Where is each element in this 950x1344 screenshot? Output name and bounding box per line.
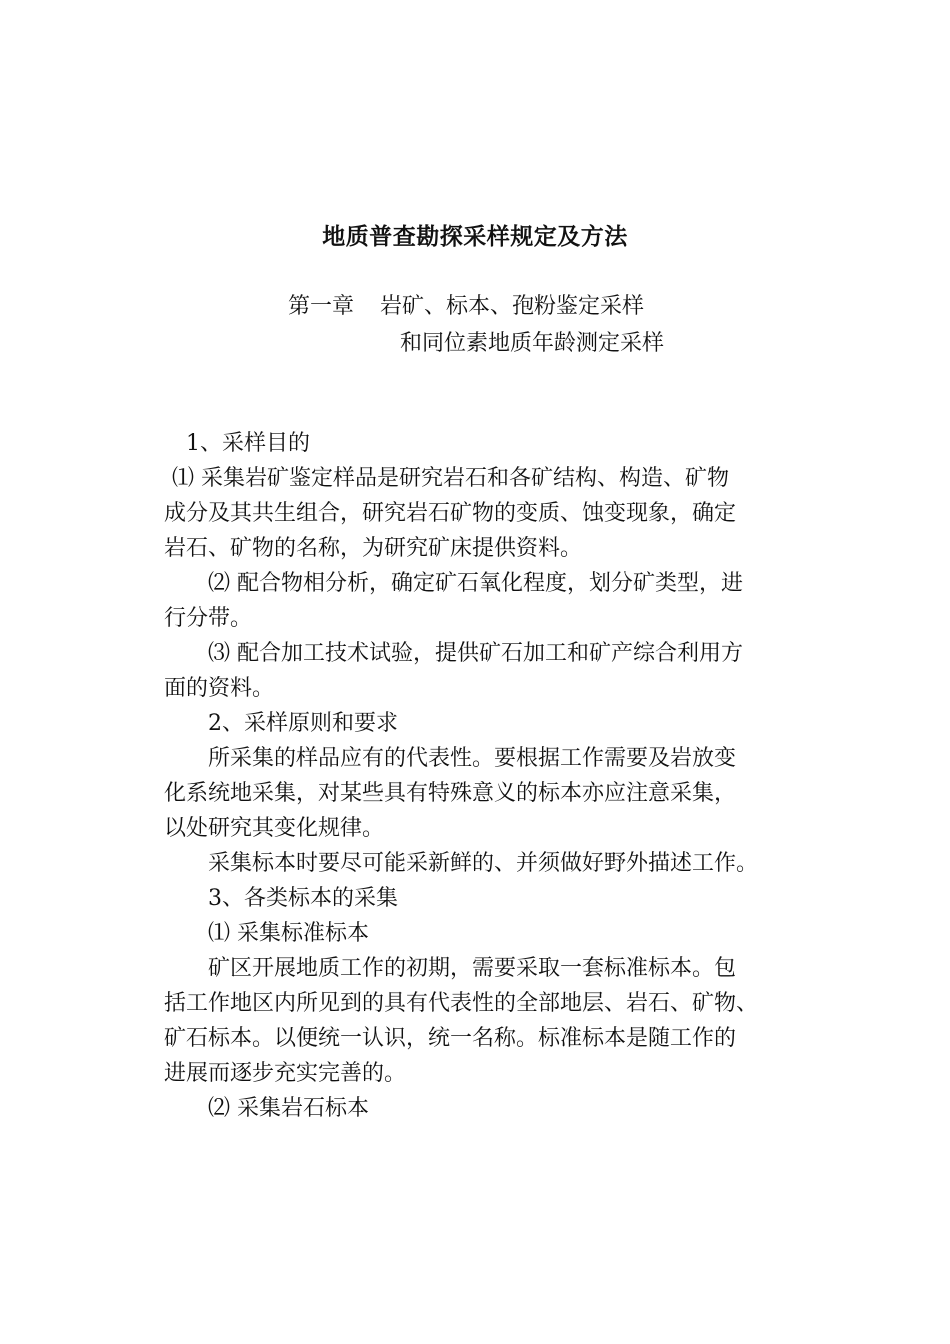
text-line-p3-l2: 面的资料。 [164,676,275,701]
chapter-title-line1: 岩矿、标本、孢粉鉴定采样 [380,294,645,319]
text-line-s1-heading: 1、采样目的 [186,431,310,456]
text-line-p6-l2: 括工作地区内所见到的具有代表性的全部地层、岩石、矿物、 [164,991,759,1016]
text-line-p4-l3: 以处研究其变化规律。 [164,816,385,841]
text-line-s2-heading: 2、采样原则和要求 [208,711,398,736]
text-line-p5-l1: 采集标本时要尽可能采新鲜的、并须做好野外描述工作。 [208,851,759,876]
chapter-title-line2: 和同位素地质年龄测定采样 [400,331,665,356]
text-line-p6-l4: 进展而逐步充实完善的。 [164,1061,407,1086]
text-line-s3-2-heading: ⑵ 采集岩石标本 [208,1096,369,1121]
text-line-p6-l1: 矿区开展地质工作的初期，需要采取一套标准标本。包 [208,956,737,981]
text-line-p3-l1: ⑶ 配合加工技术试验，提供矿石加工和矿产综合利用方 [208,641,743,666]
document-body [164,426,804,1126]
document-title: 地质普查勘探采样规定及方法 [322,223,628,250]
chapter-number: 第一章 [288,294,355,319]
text-line-p2-l1: ⑵ 配合物相分析，确定矿石氧化程度，划分矿类型，进 [208,571,743,596]
text-line-p1-l1: ⑴ 采集岩矿鉴定样品是研究岩石和各矿结构、构造、矿物 [172,466,729,491]
text-line-p6-l3: 矿石标本。以便统一认识，统一名称。标准标本是随工作的 [164,1026,737,1051]
text-line-p4-l2: 化系统地采集，对某些具有特殊意义的标本亦应注意采集， [164,781,737,806]
text-line-s3-heading: 3、各类标本的采集 [208,886,398,911]
text-line-p4-l1: 所采集的样品应有的代表性。要根据工作需要及岩放变 [208,746,737,771]
text-line-s3-1-heading: ⑴ 采集标准标本 [208,921,369,946]
chapter-heading [288,289,644,320]
text-line-p1-l2: 成分及其共生组合，研究岩石矿物的变质、蚀变现象，确定 [164,501,737,526]
text-line-p1-l3: 岩石、矿物的名称，为研究矿床提供资料。 [164,536,583,561]
text-line-p2-l2: 行分带。 [164,606,253,631]
